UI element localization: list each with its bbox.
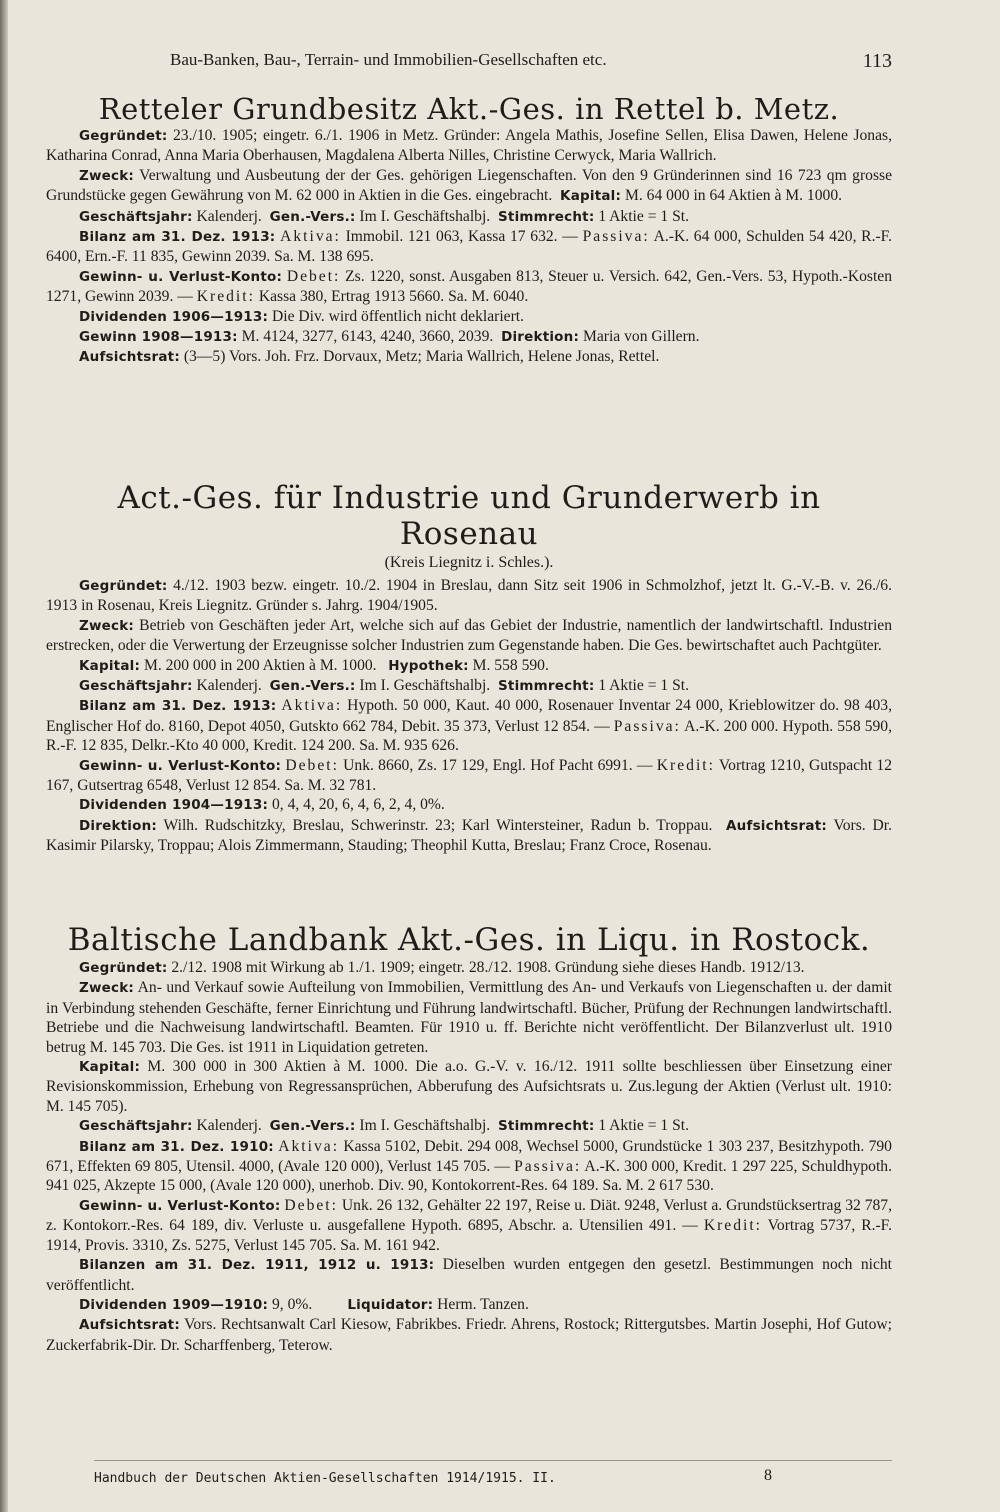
text: Im I. Geschäftshalbj. — [355, 677, 491, 695]
text: 0, 4, 4, 20, 6, 4, 6, 2, 4, 0%. — [268, 796, 445, 814]
text: 1 Aktie = 1 St. — [594, 207, 689, 225]
label: Stimmrecht: — [498, 1118, 595, 1135]
text: Betrieb von Geschäften jeder Art, welche sich auf das Gebiet der Industrie, namentlich der landwirtschaftl. Industrien erstrecken, oder die Verwertung der Erzeugnisse solcher Industrien zum Gegenstande haben. Die Ges. bewirtschaftet auch Pachtgüter. — [46, 616, 892, 655]
label: Zweck: — [79, 617, 134, 634]
label: Bilanz am 31. Dez. 1910: — [79, 1138, 274, 1155]
text: An- und Verkauf sowie Aufteilung von Immobilien, Vermittlung des An- und Verkaufs von Liegenschaften u. der damit in Verbindung stehenden Geschäfte, ferner Einrichtung und Führung landwirtschaftl. Bücher, Prüfung der Rechnungen landwirtschaftl. Betriebe und die Nachweisung landwirtschaftl. Beamten. Für 1910 u. ff. Berichte nicht veröffentlicht. Der Bilanzverlust ult. 1910 betrug M. 145 703. Die Ges. ist 1911 in Liquidation getreten. — [46, 979, 892, 1056]
label: Aktiva: — [280, 228, 341, 246]
text: Kalenderj. — [192, 1117, 262, 1135]
label: Kapital: — [79, 1059, 141, 1076]
label: Geschäftsjahr: — [79, 678, 193, 695]
label: Gen.-Vers.: — [269, 678, 356, 695]
text: Herm. Tanzen. — [433, 1295, 529, 1313]
label: Geschäftsjahr: — [79, 208, 193, 225]
business-year-paragraph — [46, 1116, 892, 1136]
label: Aufsichtsrat: — [79, 1317, 180, 1334]
label: Kapital: — [560, 188, 622, 205]
running-head — [170, 50, 892, 73]
label: Aufsichtsrat: — [79, 349, 180, 366]
entry-retteler — [46, 92, 892, 368]
label: Passiva: — [514, 1158, 582, 1176]
text: M. 558 590. — [468, 656, 549, 674]
text: Hypoth. 50 000, Kaut. 40 000, Rosenauer Inventar 24 000, Krieblowitzer do. 98 403, Englischer Hof do. 8160, Depot 4050, Gutskto 662 784, Debit. 35 373, Verlust 12 854. — — [46, 697, 892, 735]
label: Zweck: — [79, 167, 134, 184]
text: M. 300 000 in 300 Aktien à M. 1000. Die a.o. G.-V. v. 16./12. 1911 sollte beschliessen über Einsetzung einer Revisionskommission, Erhebung von Regressansprüchen, Abberufung des Aufsichtsrats u. Zus.legung der Aktien (Verlust ult. 1910: M. 145 705). — [46, 1058, 892, 1115]
label: Stimmrecht: — [498, 678, 595, 695]
text: M. 64 000 in 64 Aktien à M. 1000. — [621, 187, 843, 205]
text: 1 Aktie = 1 St. — [594, 677, 689, 695]
label: Dividenden 1904—1913: — [79, 797, 269, 814]
balance-paragraph — [46, 696, 892, 755]
founded-paragraph — [46, 576, 892, 616]
text: 9, 0%. — [268, 1295, 313, 1313]
entry-baltische-landbank — [46, 922, 892, 1355]
entry-subtitle: (Kreis Liegnitz i. Schles.). — [384, 554, 554, 571]
label: Passiva: — [582, 228, 650, 246]
text: Im I. Geschäftshalbj. — [355, 1117, 491, 1135]
label: Debet: — [284, 1196, 338, 1214]
label: Gewinn 1908—1913: — [79, 329, 238, 346]
label: Gewinn- u. Verlust-Konto: — [79, 757, 282, 774]
entry-title: Act.-Ges. für Industrie und Grunderwerb in Rosenau — [117, 480, 821, 552]
label: Gewinn- u. Verlust-Konto: — [79, 1197, 281, 1214]
page-footer — [94, 1460, 892, 1486]
balance-paragraph — [46, 1137, 892, 1196]
purpose-paragraph — [46, 978, 892, 1057]
text: Vors. Rechtsanwalt Carl Kiesow, Fabrikbes. Friedr. Ahrens, Rostock; Rittergutsbes. Martin Josephi, Hof Gutow; Zuckerfabrik-Dir. Dr. Scharffenberg, Teterow. — [46, 1316, 892, 1354]
label: Kapital: — [79, 657, 141, 674]
capital-paragraph — [46, 1057, 892, 1116]
text: Immobil. 121 063, Kassa 17 632. — — [340, 228, 578, 246]
label: Kredit: — [196, 288, 255, 306]
balance-paragraph — [46, 227, 892, 267]
text: Kalenderj. — [192, 677, 262, 695]
text: Vortrag 5737, R.-F. 1914, Provis. 3310, Zs. 5275, Verlust 145 705. Sa. M. 161 942. — [46, 1217, 893, 1254]
label: Gen.-Vers.: — [269, 208, 356, 225]
business-year-paragraph — [46, 207, 892, 227]
label: Bilanz am 31. Dez. 1913: — [79, 229, 276, 246]
text: 4./12. 1903 bezw. eingetr. 10./2. 1904 in Breslau, dann Sitz seit 1906 in Schmolzhof, jetzt lt. G.-V.-B. v. 26./6. 1913 in Rosenau, Kreis Liegnitz. Gründer s. Jahrg. 1904/1905. — [46, 577, 892, 615]
label: Hypothek: — [388, 657, 469, 674]
label: Aktiva: — [278, 1137, 340, 1155]
founded-paragraph — [46, 126, 892, 166]
text: 1 Aktie = 1 St. — [594, 1117, 689, 1135]
profit-years-paragraph — [46, 327, 892, 347]
text: Zs. 1220, sonst. Ausgaben 813, Steuer u. Versich. 642, Gen.-Vers. 53, Hypoth.-Kosten 1271, Gewinn 2039. — — [46, 267, 893, 306]
purpose-paragraph — [46, 166, 892, 207]
capital-paragraph — [46, 656, 892, 676]
label: Liquidator: — [347, 1296, 434, 1313]
text: Unk. 8660, Zs. 17 129, Engl. Hof Pacht 6991. — — [338, 756, 653, 774]
label: Debet: — [285, 756, 339, 774]
label: Stimmrecht: — [498, 208, 595, 225]
business-year-paragraph — [46, 676, 892, 696]
profit-loss-paragraph — [46, 756, 892, 796]
dividends-paragraph — [46, 795, 892, 815]
text: Vors. Dr. Kasimir Pilarsky, Troppau; Alois Zimmermann, Stauding; Theophil Kutta, Breslau; Franz Croce, Rosenau. — [46, 816, 892, 855]
text: Kassa 5102, Debit. 294 008, Wechsel 5000, Grundstücke 1 303 237, Besitzhypoth. 790 671, Effekten 69 805, Utensil. 4000, (Avale 120 000), Verlust 145 705. — — [46, 1137, 892, 1176]
text: Kalenderj. — [192, 207, 262, 225]
text: A.-K. 200 000. Hypoth. 558 590, R.-F. 12 835, Delkr.-Kto 40 000, Kredit. 124 200. Sa. M. 935 626. — [46, 717, 893, 755]
balances-later-paragraph — [46, 1255, 892, 1295]
text: Vortrag 1210, Gutspacht 12 167, Gutsertrag 6548, Verlust 12 854. Sa. M. 32 781. — [46, 756, 893, 795]
profit-loss-paragraph — [46, 267, 892, 307]
text: 2./12. 1908 mit Wirkung ab 1./1. 1909; eingetr. 28./12. 1908. Gründung siehe dieses Handb. 1912/13. — [167, 959, 805, 976]
label: Gewinn- u. Verlust-Konto: — [79, 268, 283, 285]
label: Gegründet: — [79, 960, 168, 976]
running-head-title: Bau-Banken, Bau-, Terrain- und Immobilien-Gesellschaften etc. — [170, 50, 607, 69]
directors-paragraph — [46, 816, 892, 856]
label: Direktion: — [79, 817, 157, 834]
text: Die Div. wird öffentlich nicht deklariert. — [268, 307, 524, 325]
text: Kassa 380, Ertrag 1913 5660. Sa. M. 6040. — [254, 288, 529, 306]
text: (3—5) Vors. Joh. Frz. Dorvaux, Metz; Maria Wallrich, Helene Jonas, Rettel. — [179, 348, 660, 366]
text: A.-K. 64 000, Schulden 54 420, R.-F. 6400, Ern.-F. 11 835, Gewinn 2039. Sa. M. 138 695. — [46, 228, 892, 266]
label: Direktion: — [501, 329, 580, 346]
label: Gegründet: — [79, 128, 168, 144]
label: Debet: — [286, 267, 341, 285]
label: Aktiva: — [281, 697, 343, 715]
label: Aufsichtsrat: — [726, 817, 827, 834]
text: Wilh. Rudschitzky, Breslau, Schwerinstr. 23; Karl Wintersteiner, Radun b. Troppau. — [157, 816, 713, 834]
entry-title: Baltische Landbank Akt.-Ges. in Liqu. in Rostock. — [67, 922, 871, 958]
label: Bilanz am 31. Dez. 1913: — [79, 698, 277, 715]
text: Maria von Gillern. — [579, 328, 700, 346]
text: M. 4124, 3277, 6143, 4240, 3660, 2039. — [237, 328, 494, 346]
dividends-paragraph — [46, 307, 892, 327]
page-number: 113 — [862, 50, 892, 72]
entry-rosenau — [46, 480, 892, 856]
board-paragraph — [46, 1315, 892, 1355]
board-paragraph — [46, 347, 892, 367]
purpose-paragraph — [46, 616, 892, 656]
founded-paragraph — [46, 958, 892, 978]
text: Unk. 26 132, Gehälter 22 197, Reise u. Diät. 9248, Verlust a. Grundstücksertrag 32 787, z. Kontokorr.-Res. 64 189, div. Verluste u. ausgefallene Hypoth. 6895, Abschr. a. Utensilien 491. — — [46, 1196, 893, 1235]
text: Im I. Geschäftshalbj. — [355, 207, 491, 225]
label: Passiva: — [613, 717, 681, 735]
dividends-paragraph — [46, 1295, 892, 1315]
label: Gegründet: — [79, 578, 168, 594]
text: Dieselben wurden entgegen den gesetzl. Bestimmungen noch nicht veröffentlicht. — [46, 1256, 892, 1294]
label: Dividenden 1909—1910: — [79, 1296, 269, 1313]
signature-mark: 8 — [764, 1467, 772, 1484]
entry-title: Retteler Grundbesitz Akt.-Ges. in Rettel b. Metz. — [98, 92, 840, 126]
label: Geschäftsjahr: — [79, 1118, 193, 1135]
label: Bilanzen am 31. Dez. 1911, 1912 u. 1913: — [79, 1257, 435, 1274]
text: A.-K. 300 000, Kredit. 1 297 225, Schuldhypoth. 941 025, Akzepte 15 000, (Avale 120 000), unerhob. Div. 90, Kontokorrent-Res. 64 189. Sa. M. 2 617 530. — [46, 1158, 892, 1195]
text: M. 200 000 in 200 Aktien à M. 1000. — [140, 656, 377, 674]
label: Kredit: — [656, 756, 715, 774]
label: Zweck: — [79, 980, 134, 997]
label: Kredit: — [703, 1217, 762, 1235]
footer-title: Handbuch der Deutschen Aktien-Gesellschaften 1914/1915. II. — [94, 1471, 556, 1486]
profit-loss-paragraph — [46, 1196, 892, 1255]
text: Verwaltung und Ausbeutung der der Ges. gehörigen Liegenschaften. Von den 9 Gründerinnen sind 16 723 qm grosse Grundstücke gegen Gewährung von M. 62 000 in Aktien in die Ges. eingebracht. — [46, 166, 892, 205]
text: 23./10. 1905; eingetr. 6./1. 1906 in Metz. Gründer: Angela Mathis, Josefine Sellen, Elisa Dawen, Helene Jonas, Katharina Conrad, Anna Maria Oberhausen, Magdalena Alberta Nilles, Christine Cerwyck, Maria Wallrich. — [46, 127, 892, 165]
label: Gen.-Vers.: — [269, 1118, 356, 1135]
label: Dividenden 1906—1913: — [79, 308, 269, 325]
